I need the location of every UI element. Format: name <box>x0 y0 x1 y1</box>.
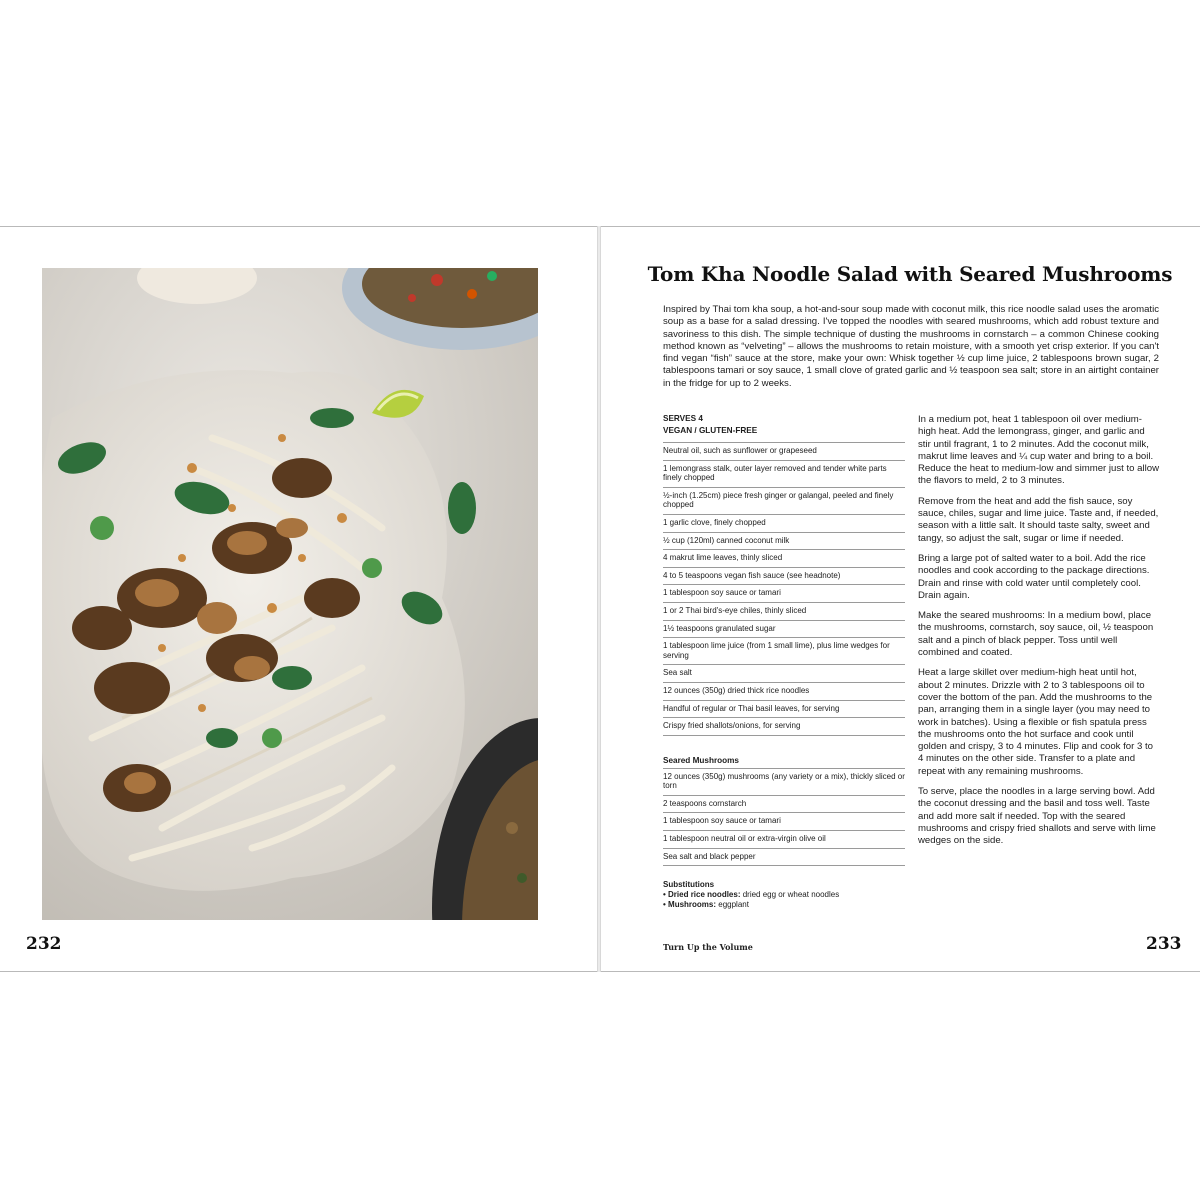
ingredient-item: Crispy fried shallots/onions, for serving <box>663 718 905 736</box>
ingredient-item: Handful of regular or Thai basil leaves, for serving <box>663 701 905 719</box>
page-number-right: 233 <box>1146 934 1182 954</box>
recipe-title: Tom Kha Noodle Salad with Seared Mushrooms <box>647 262 1173 286</box>
book-gutter <box>597 226 601 972</box>
method-step: Make the seared mushrooms: In a medium bowl, place the mushrooms, cornstarch, soy sauce, oil, ½ teaspoon salt and a pinch of black pepper. Toss until well combined and coated. <box>918 610 1154 659</box>
diet-label: VEGAN / GLUTEN-FREE <box>663 425 758 435</box>
ingredient-item: Sea salt and black pepper <box>663 849 905 867</box>
method-column <box>918 414 1160 856</box>
ingredient-item: 1 lemongrass stalk, outer layer removed and tender white parts finely chopped <box>663 461 905 488</box>
substitutions-heading: Substitutions <box>663 880 715 890</box>
seared-mushrooms-heading: Seared Mushrooms <box>663 755 739 765</box>
ingredient-item: 2 teaspoons cornstarch <box>663 796 905 814</box>
ingredient-item: ½-inch (1.25cm) piece fresh ginger or galangal, peeled and finely chopped <box>663 488 905 515</box>
ingredient-item: 1 tablespoon soy sauce or tamari <box>663 585 905 603</box>
substitution-row <box>663 900 905 910</box>
page-number-left: 232 <box>26 934 62 954</box>
running-title: Turn Up the Volume <box>663 942 753 952</box>
ingredient-item: 1 tablespoon lime juice (from 1 small lime), plus lime wedges for serving <box>663 638 905 665</box>
substitutions <box>663 880 905 909</box>
ingredient-item: Sea salt <box>663 665 905 683</box>
recipe-intro: Inspired by Thai tom kha soup, a hot-and-sour soup made with coconut milk, this rice noodle salad uses the aromatic soup as a base for a salad dressing. I've topped the noodles with seared mushrooms, which add robust texture and savoriness to this dish. The simple technique of dusting the mushrooms in cornstarch – a common Chinese cooking method known as “velveting” – allows the mushrooms to retain moisture, with a smooth yet crisp exterior. If you can't find vegan “fish” sauce at the store, make your own: Whisk together ½ cup lime juice, 2 tablespoons brown sugar, 2 tablespoons tamari or soy sauce, 1 small clove of grated garlic and ½ teaspoon sea salt; store in an airtight container in the fridge for up to 2 weeks. <box>663 304 1159 389</box>
ingredient-item: 12 ounces (350g) dried thick rice noodles <box>663 683 905 701</box>
substitution-text: dried egg or wheat noodles <box>740 890 840 900</box>
substitution-row <box>663 890 905 900</box>
serves-label: SERVES 4 <box>663 414 703 423</box>
ingredient-item: 1 tablespoon neutral oil or extra-virgin olive oil <box>663 831 905 849</box>
ingredient-item: Neutral oil, such as sunflower or grapeseed <box>663 443 905 461</box>
ingredient-item: ½ cup (120ml) canned coconut milk <box>663 533 905 551</box>
method-step: In a medium pot, heat 1 tablespoon oil over medium-high heat. Add the lemongrass, ginger, and garlic and stir until fragrant, 1 to 2 minutes. Add the coconut milk, makrut lime leaves and ¼ cup water and bring to a boil. Reduce the heat to medium-low and simmer just to allow the flavors to meld, 2 to 3 minutes. <box>918 414 1160 487</box>
noodle-salad-photo <box>42 268 538 920</box>
method-step: Remove from the heat and add the fish sauce, soy sauce, chiles, sugar and lime juice. Taste and, if needed, season with a little salt. It should taste salty, sweet and tangy, so adjust the salt, sugar or lime if needed. <box>918 495 1159 544</box>
ingredient-item: 12 ounces (350g) mushrooms (any variety or a mix), thickly sliced or torn <box>663 769 905 796</box>
ingredient-list <box>663 442 905 736</box>
ingredient-item: 1 garlic clove, finely chopped <box>663 515 905 533</box>
substitution-label: • Dried rice noodles: <box>663 890 741 900</box>
substitution-text: eggplant <box>716 899 749 909</box>
method-step: Bring a large pot of salted water to a boil. Add the rice noodles and cook according to the package directions. Drain and rinse with cold water until completely cool. Drain again. <box>918 552 1150 601</box>
ingredient-item: 1½ teaspoons granulated sugar <box>663 621 905 639</box>
ingredients-column <box>663 413 905 910</box>
ingredient-item: 1 or 2 Thai bird's-eye chiles, thinly sliced <box>663 603 905 621</box>
method-step: To serve, place the noodles in a large serving bowl. Add the coconut dressing and the basil and toss well. Taste and add more salt if needed. Top with the seared mushrooms and crispy fried shallots and serve with lime wedges on the side. <box>918 786 1156 847</box>
seared-ingredient-list <box>663 768 905 867</box>
ingredient-item: 1 tablespoon soy sauce or tamari <box>663 813 905 831</box>
ingredient-item: 4 makrut lime leaves, thinly sliced <box>663 550 905 568</box>
substitution-label: • Mushrooms: <box>663 899 717 909</box>
method-step: Heat a large skillet over medium-high heat until hot, about 2 minutes. Drizzle with 2 to 3 tablespoons oil to cover the bottom of the pan. Add the mushrooms to the pan, arranging them in a single layer (you may need to work in batches). Using a flexible or fish spatula press the mushrooms onto the hot surface and cook until golden and crispy, 3 to 4 minutes. Flip and cook for 3 to 4 minutes on the other side. Transfer to a plate and repeat with any remaining mushrooms. <box>918 667 1153 777</box>
ingredient-item: 4 to 5 teaspoons vegan fish sauce (see headnote) <box>663 568 905 586</box>
